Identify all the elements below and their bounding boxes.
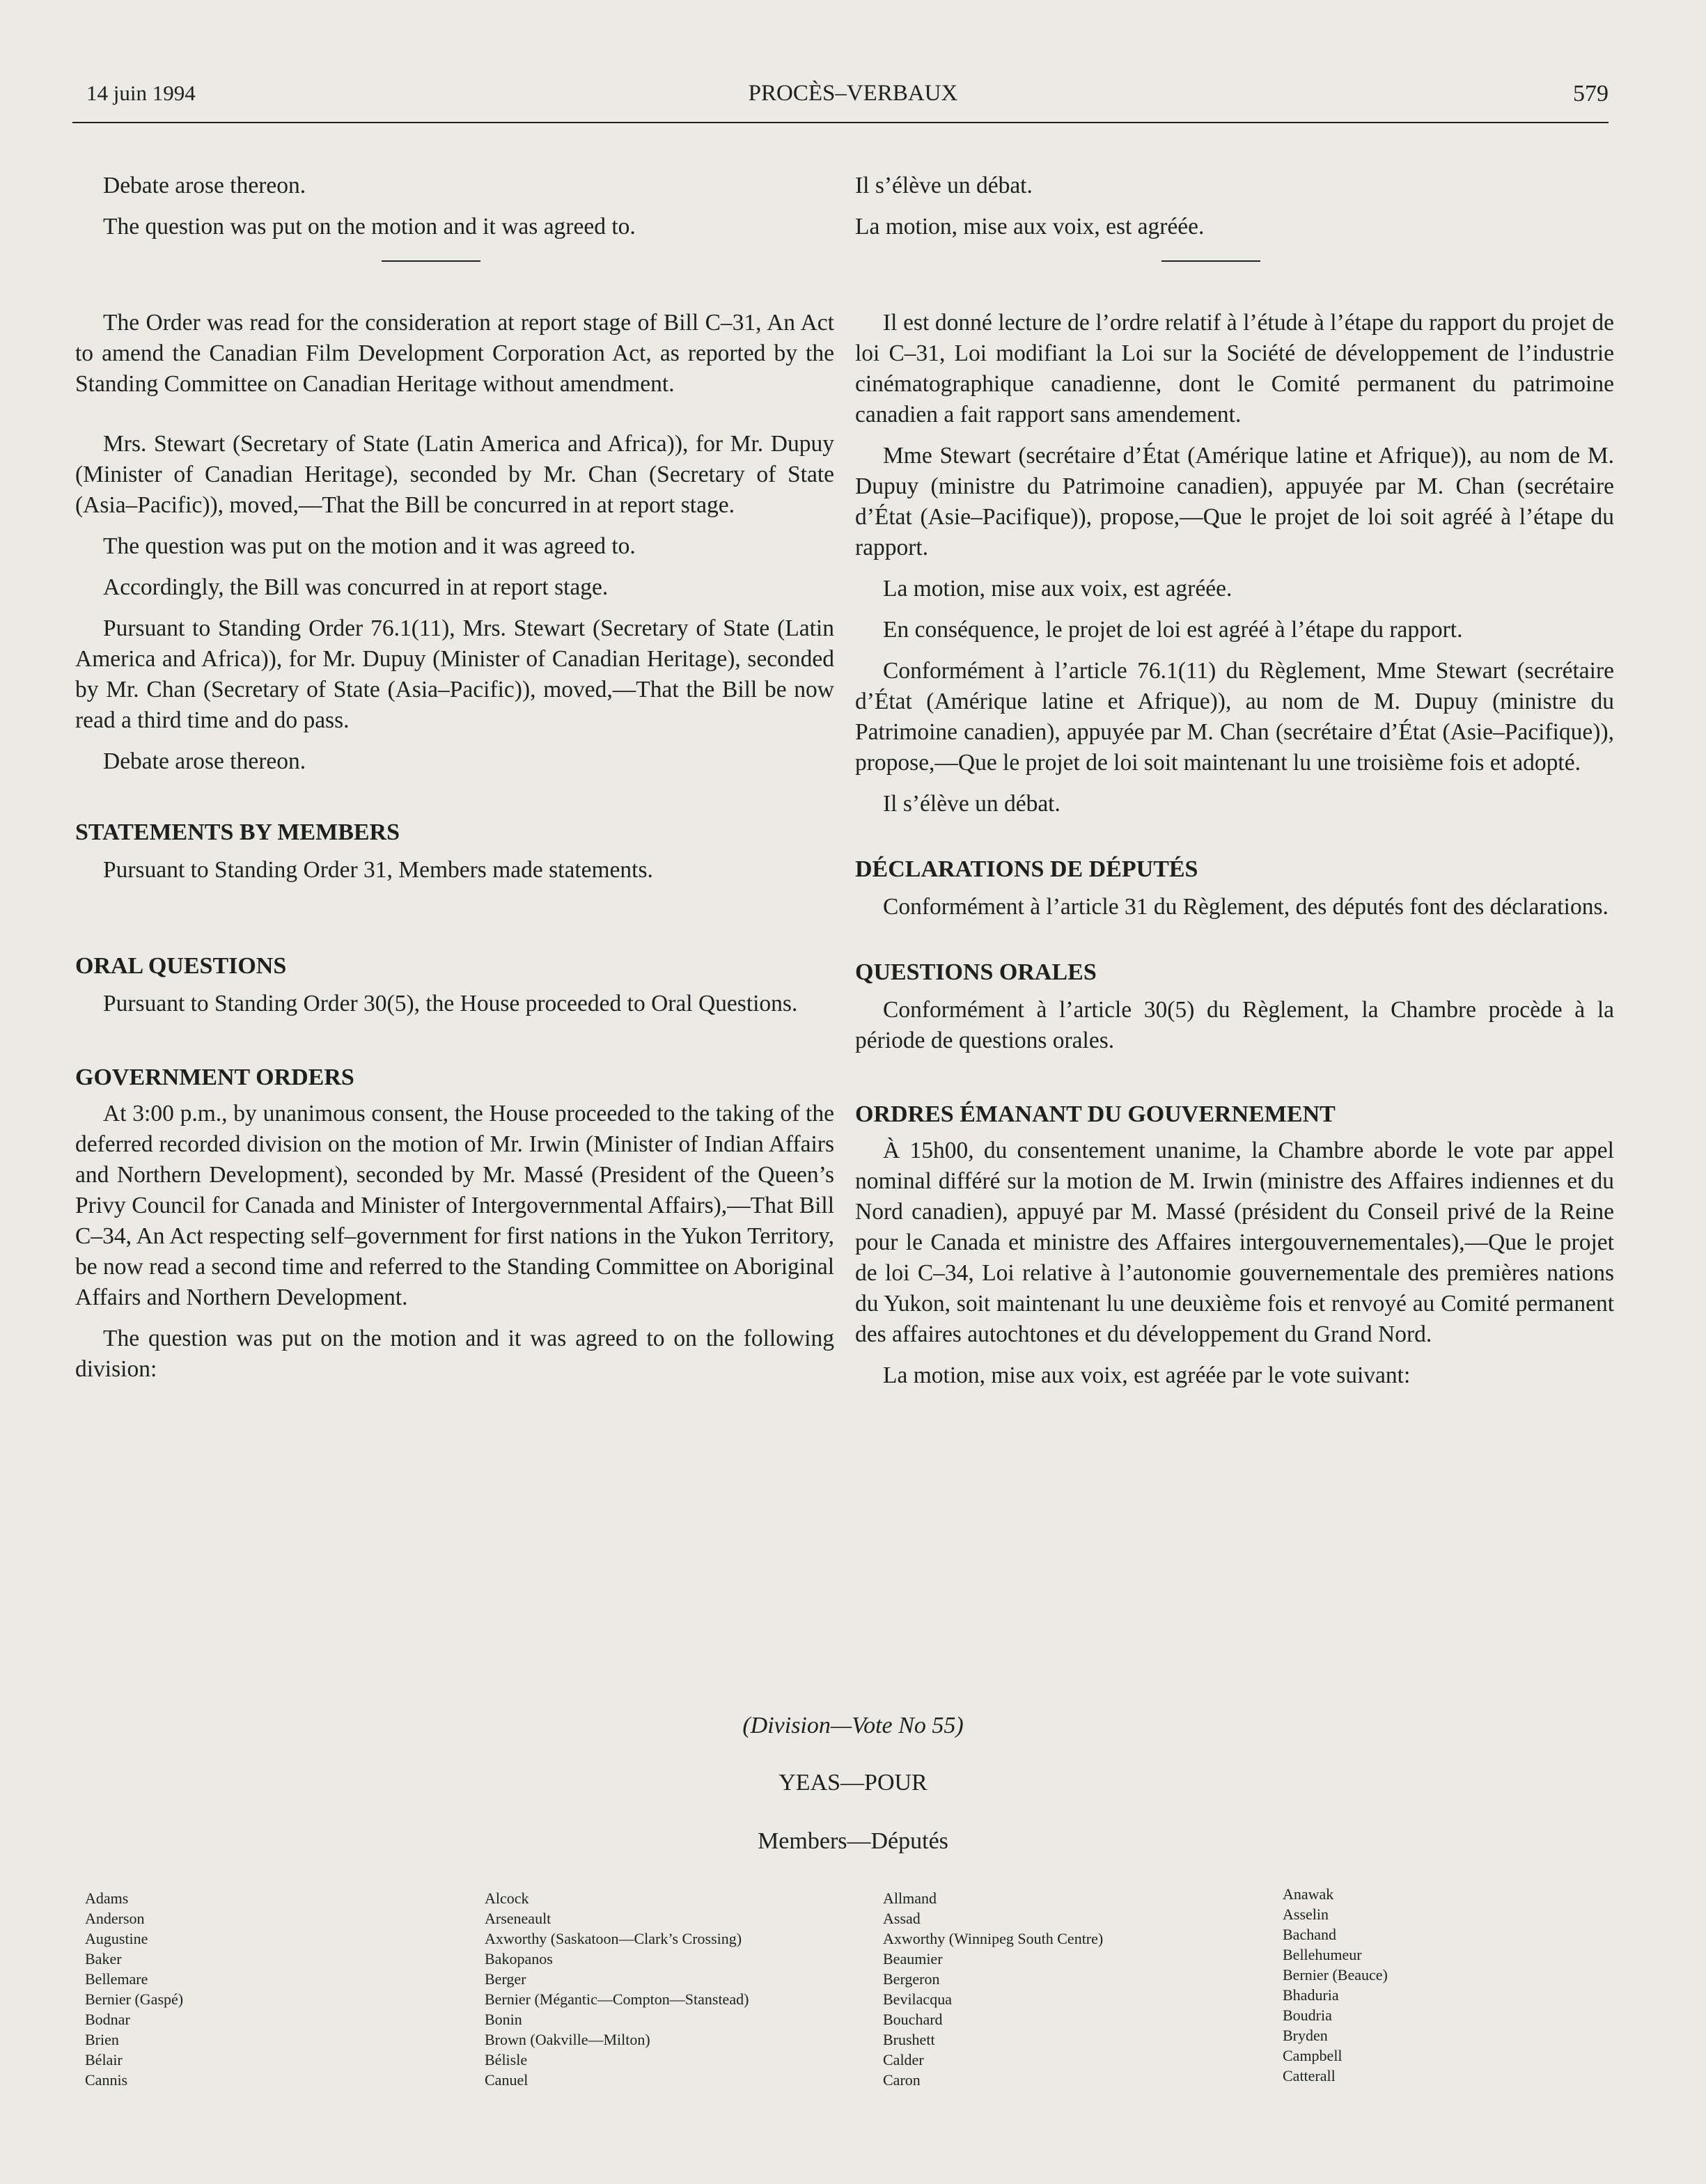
member-name: Asselin: [1283, 1906, 1329, 1923]
member-name: Bellehumeur: [1283, 1946, 1362, 1963]
member-list-column-2: [485, 1888, 749, 2090]
en-paragraph-1: Debate arose thereon.: [103, 173, 306, 198]
fr-paragraph-5: La motion, mise aux voix, est agréée.: [883, 576, 1232, 602]
fr-paragraph-11: À 15h00, du consentement unanime, la Chambre aborde le vote par appel nominal différé sur la motion de M. Irwin (ministre des Affaires indiennes et du Nord canadien), appuyé par M. Massé (président du Conseil privé de la Reine pour le Canada et ministre des Affaires intergouvernementales),—Que le projet de loi C–34, Loi relative à l’autonomie gouvernementale des premières nations du Yukon, soit maintenant lu une deuxième fois et renvoyé au Comité permanent des affaires autochtones et du développement du Grand Nord.: [855, 1138, 1614, 1347]
fr-paragraph-6: En conséquence, le projet de loi est agréé à l’étape du rapport.: [883, 617, 1463, 643]
member-name: Brien: [85, 2031, 119, 2048]
header-title: PROCÈS–VERBAUX: [748, 81, 958, 106]
member-name: Arseneault: [485, 1910, 551, 1927]
member-name: Axworthy (Saskatoon—Clark’s Crossing): [485, 1930, 742, 1947]
en-heading-statements: STATEMENTS BY MEMBERS: [75, 819, 400, 845]
en-paragraph-3: The Order was read for the consideration at report stage of Bill C–31, An Act to amend the Canadian Film Development Corporation Act, as reported by the Standing Committee on Canadian Heritage without amendment.: [75, 310, 834, 397]
en-heading-government-orders: GOVERNMENT ORDERS: [75, 1064, 354, 1090]
member-list-column-1: [85, 1888, 183, 2090]
member-name: Boudria: [1283, 2006, 1332, 2024]
yeas-heading: YEAS—POUR: [778, 1770, 928, 1796]
fr-paragraph-4: Mme Stewart (secrétaire d’État (Amérique latine et Afrique)), au nom de M. Dupuy (ministre du Patrimoine canadien), appuyée par M. Chan (secrétaire d’État (Asie–Pacifique)), propose,—Que le projet de loi soit agréé à l’étape du rapport.: [855, 443, 1614, 560]
member-name: Canuel: [485, 2071, 529, 2089]
member-name: Beaumier: [883, 1950, 943, 1967]
en-paragraph-5: The question was put on the motion and it was agreed to.: [103, 533, 636, 559]
fr-paragraph-3: Il est donné lecture de l’ordre relatif à l’étude à l’étape du rapport du projet de loi C–31, Loi modifiant la Loi sur la Société de développement de l’industrie cinématographique canadienne, dont le Comité permanent du patrimoine canadien a fait rapport sans amendement.: [855, 310, 1614, 427]
member-name: Brushett: [883, 2031, 935, 2048]
fr-paragraph-1: Il s’élève un débat.: [855, 173, 1033, 198]
member-name: Adams: [85, 1890, 129, 1907]
french-column: [855, 171, 1614, 1391]
member-list-column-3: [883, 1888, 1103, 2090]
member-name: Bergeron: [883, 1970, 940, 1988]
member-name: Bhaduria: [1283, 1986, 1339, 2004]
member-name: Assad: [883, 1910, 921, 1927]
fr-paragraph-12: La motion, mise aux voix, est agréée par le vote suivant:: [883, 1362, 1411, 1388]
member-name: Bernier (Beauce): [1283, 1966, 1388, 1983]
member-name: Cannis: [85, 2071, 128, 2089]
member-name: Allmand: [883, 1890, 937, 1907]
member-name: Bakopanos: [485, 1950, 553, 1967]
header-rule: [72, 122, 1609, 123]
division-label: (Division—Vote No 55): [742, 1713, 964, 1738]
member-name: Catterall: [1283, 2067, 1336, 2084]
member-name: Anderson: [85, 1910, 145, 1927]
fr-heading-government-orders: ORDRES ÉMANANT DU GOUVERNEMENT: [855, 1101, 1336, 1127]
en-paragraph-11: At 3:00 p.m., by unanimous consent, the House proceeded to the taking of the deferred recorded division on the motion of Mr. Irwin (Minister of Indian Affairs and Northern Development), seconded by Mr. Massé (President of the Queen’s Privy Council for Canada and Minister of Intergovernmental Affairs),—That Bill C–34, An Act respecting self–government for first nations in the Yukon Territory, be now read a second time and referred to the Standing Committee on Aboriginal Affairs and Northern Development.: [75, 1101, 834, 1310]
member-name: Bevilacqua: [883, 1990, 952, 2008]
fr-paragraph-9: Conformément à l’article 31 du Règlement, des députés font des déclarations.: [883, 894, 1609, 920]
member-name: Bélisle: [485, 2051, 528, 2068]
member-name: Anawak: [1283, 1885, 1334, 1903]
member-name: Calder: [883, 2051, 924, 2068]
en-paragraph-8: Debate arose thereon.: [103, 748, 306, 774]
member-name: Bellemare: [85, 1970, 148, 1988]
member-list-column-4: [1283, 1884, 1388, 2086]
en-separator: [382, 260, 480, 262]
fr-heading-oral-questions: QUESTIONS ORALES: [855, 959, 1097, 985]
english-column: [75, 171, 834, 1385]
en-paragraph-10: Pursuant to Standing Order 30(5), the House proceeded to Oral Questions.: [103, 991, 798, 1016]
fr-paragraph-8: Il s’élève un débat.: [883, 791, 1061, 817]
member-name: Caron: [883, 2071, 921, 2089]
member-name: Bernier (Mégantic—Compton—Stanstead): [485, 1990, 749, 2008]
members-heading: Members—Députés: [758, 1828, 948, 1854]
en-paragraph-4: Mrs. Stewart (Secretary of State (Latin America and Africa)), for Mr. Dupuy (Minister of Canadian Heritage), seconded by Mr. Chan (Secretary of State (Asia–Pacific)), moved,—That the Bill be concurred in at report stage.: [75, 431, 834, 518]
en-paragraph-12: The question was put on the motion and it was agreed to on the following division:: [75, 1326, 834, 1382]
member-name: Alcock: [485, 1890, 529, 1907]
member-name: Bernier (Gaspé): [85, 1990, 184, 2008]
member-name: Berger: [485, 1970, 526, 1988]
header-date: 14 juin 1994: [86, 81, 196, 105]
en-paragraph-9: Pursuant to Standing Order 31, Members made statements.: [103, 857, 653, 883]
fr-separator: [1161, 260, 1260, 262]
member-name: Bryden: [1283, 2027, 1328, 2044]
fr-paragraph-2: La motion, mise aux voix, est agréée.: [855, 214, 1205, 239]
en-heading-oral-questions: ORAL QUESTIONS: [75, 953, 287, 979]
member-name: Augustine: [85, 1930, 148, 1947]
fr-heading-statements: DÉCLARATIONS DE DÉPUTÉS: [855, 856, 1198, 882]
page-number: 579: [1573, 81, 1609, 107]
fr-paragraph-7: Conformément à l’article 76.1(11) du Règlement, Mme Stewart (secrétaire d’État (Amérique latine et Afrique)), au nom de M. Dupuy (ministre du Patrimoine canadien), appuyée par M. Chan (secrétaire d’État (Asie–Pacifique)), propose,—Que le projet de loi soit maintenant lu une troisième fois et adopté.: [855, 658, 1614, 776]
member-name: Brown (Oakville—Milton): [485, 2031, 650, 2048]
member-name: Bouchard: [883, 2011, 943, 2028]
en-paragraph-2: The question was put on the motion and it was agreed to.: [103, 214, 636, 239]
member-name: Bonin: [485, 2011, 522, 2028]
member-name: Bachand: [1283, 1926, 1336, 1943]
member-name: Campbell: [1283, 2047, 1343, 2064]
member-name: Bélair: [85, 2051, 123, 2068]
member-name: Bodnar: [85, 2011, 130, 2028]
en-paragraph-6: Accordingly, the Bill was concurred in at report stage.: [103, 574, 609, 600]
en-paragraph-7: Pursuant to Standing Order 76.1(11), Mrs. Stewart (Secretary of State (Latin America and Africa)), for Mr. Dupuy (Minister of Canadian Heritage), seconded by Mr. Chan (Secretary of State (Asia–Pacific)), moved,—That the Bill be now read a third time and do pass.: [75, 615, 834, 733]
fr-paragraph-10: Conformément à l’article 30(5) du Règlement, la Chambre procède à la période de questions orales.: [855, 997, 1614, 1053]
member-name: Baker: [85, 1950, 122, 1967]
member-name: Axworthy (Winnipeg South Centre): [883, 1930, 1104, 1947]
